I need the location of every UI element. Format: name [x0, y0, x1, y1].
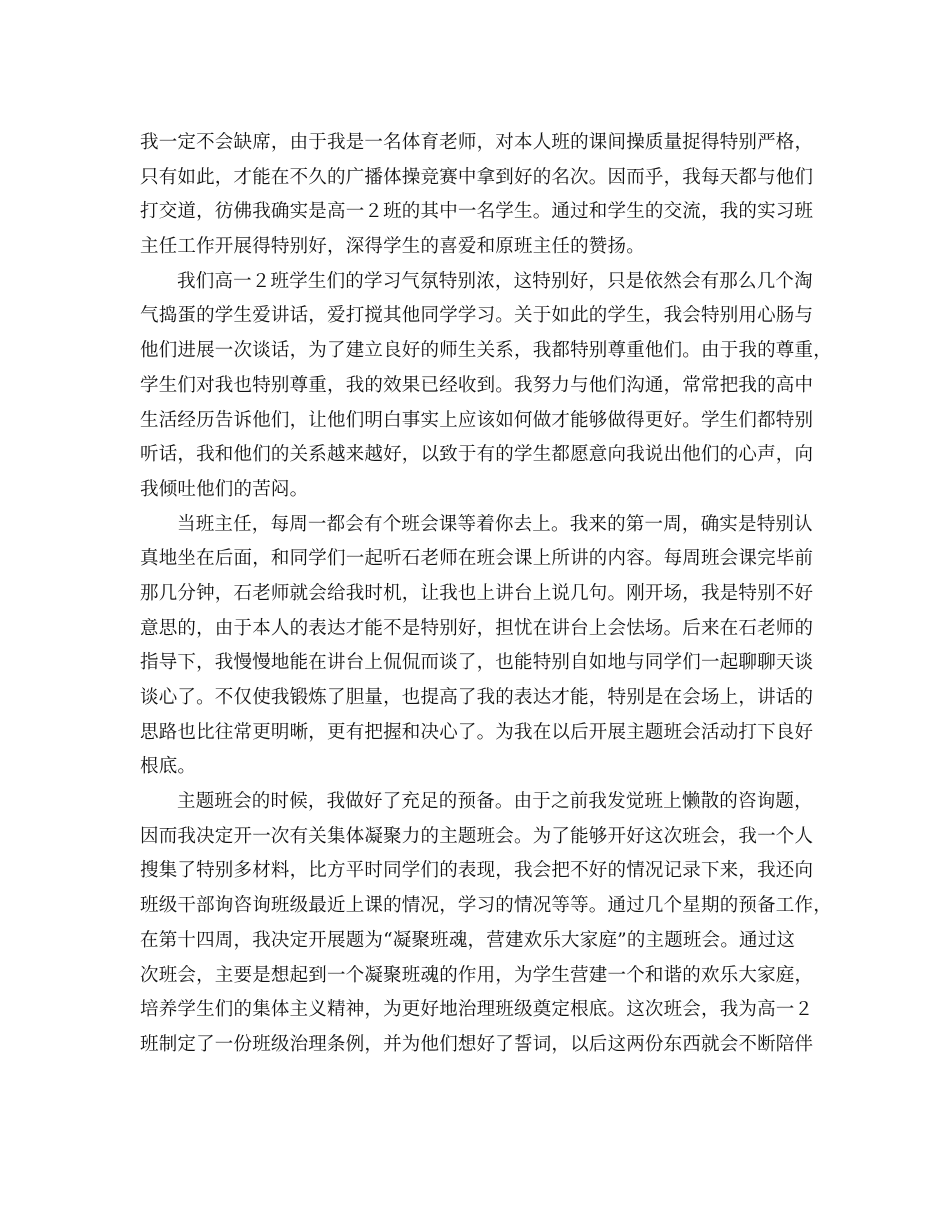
text-line: 主任工作开展得特别好，深得学生的喜爱和原班主任的赞扬。	[140, 236, 645, 258]
text-line: 培养学生们的集体主义精神，为更好地治理班级奠定根底。这次班会，我为高一２	[140, 999, 814, 1021]
body-text	[140, 126, 832, 1063]
text-line: 次班会，主要是想起到一个凝聚班魂的作用，为学生营建一个和谐的欢乐大家庭，	[140, 964, 814, 986]
text-line: 思路也比往常更明晰，更有把握和决心了。为我在以后开展主题班会活动打下良好	[140, 721, 814, 743]
text-line: 在第十四周，我决定开展题为“凝聚班魂，营建欢乐大家庭”的主题班会。通过这	[140, 929, 796, 951]
text-line: 因而我决定开一次有关集体凝聚力的主题班会。为了能够开好这次班会，我一个人	[140, 825, 814, 847]
text-line: 那几分钟，石老师就会给我时机，让我也上讲台上说几句。刚开场，我是特别不好	[140, 582, 814, 604]
text-line: 根底。	[140, 756, 197, 778]
text-line: 谈心了。不仅使我锻炼了胆量，也提高了我的表达才能，特别是在会场上，讲话的	[140, 687, 814, 708]
paragraph-4	[140, 785, 832, 1063]
text-line: 听话，我和他们的关系越来越好，以致于有的学生都愿意向我说出他们的心声，向	[140, 444, 814, 466]
text-line: 我倾吐他们的苦闷。	[140, 478, 309, 500]
text-line: 他们进展一次谈话，为了建立良好的师生关系，我都特别尊重他们。由于我的尊重，	[140, 340, 832, 362]
text-line: 我一定不会缺席，由于我是一名体育老师，对本人班的课间操质量捉得特别严格，	[140, 132, 814, 153]
text-line: 班制定了一份班级治理条例，并为他们想好了誓词，以后这两份东西就会不断陪伴	[140, 1033, 814, 1055]
text-line: 气捣蛋的学生爱讲话，爱打搅其他同学学习。关于如此的学生，我会特别用心肠与	[140, 305, 814, 327]
text-line: 指导下，我慢慢地能在讲台上侃侃而谈了，也能特别自如地与同学们一起聊聊天谈	[140, 652, 814, 674]
text-line: 班级干部询咨询班级最近上课的情况，学习的情况等等。通过几个星期的预备工作，	[140, 895, 832, 917]
text-line: 主题班会的时候，我做好了充足的预备。由于之前我发觉班上懒散的咨询题，	[177, 791, 813, 813]
text-line: 意思的，由于本人的表达才能不是特别好，担忧在讲台上会怯场。后来在石老师的	[140, 617, 814, 639]
paragraph-1	[140, 126, 820, 265]
paragraph-3	[140, 508, 820, 786]
text-line: 学生们对我也特别尊重，我的效果已经收到。我努力与他们沟通，常常把我的高中	[140, 374, 814, 396]
text-line: 搜集了特别多材料，比方平时同学们的表现，我会把不好的情况记录下来，我还向	[140, 860, 814, 882]
text-line: 当班主任，每周一都会有个班会课等着你去上。我来的第一周，确实是特别认	[177, 513, 813, 535]
text-line: 打交道，彷佛我确实是高一２班的其中一名学生。通过和学生的交流，我的实习班	[140, 201, 814, 223]
text-line: 只有如此，才能在不久的广播体操竞赛中拿到好的名次。因而乎，我每天都与他们	[140, 166, 814, 188]
text-line: 生活经历告诉他们，让他们明白事实上应该如何做才能够做得更好。学生们都特别	[140, 409, 814, 431]
text-line: 真地坐在后面，和同学们一起听石老师在班会课上所讲的内容。每周班会课完毕前	[140, 548, 814, 570]
text-line: 我们高一２班学生们的学习气氛特别浓，这特别好，只是依然会有那么几个淘	[177, 270, 813, 292]
paragraph-2	[140, 265, 832, 508]
